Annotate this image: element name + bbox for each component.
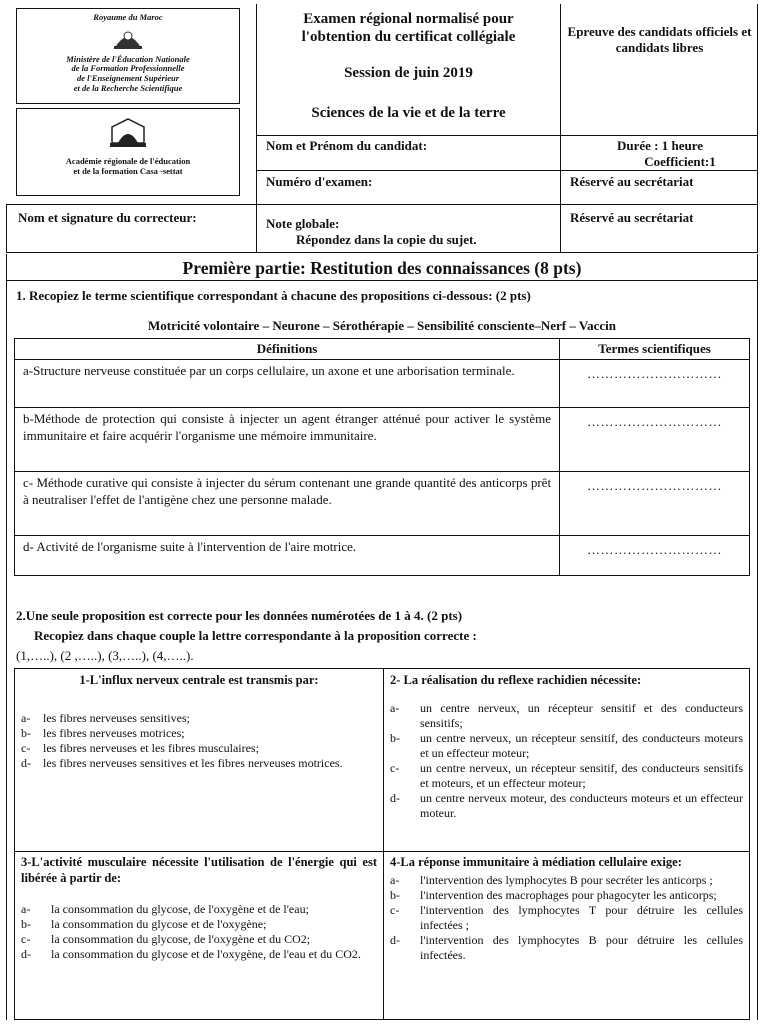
exam-page [6,4,758,1020]
terms-header: Termes scientifiques [560,339,750,360]
answer-blank-d[interactable]: ………………………… [560,536,750,576]
qcm-2-option-a[interactable]: a- un centre nerveux, un récepteur sensitif et des conducteurs sensitifs; [390,700,743,730]
ministry-line-4: et de la Recherche Scientifique [73,82,183,93]
secretariat-reserved-1: Réservé au secrétariat [570,174,694,189]
candidates-box [560,4,758,136]
table-row [15,408,750,472]
definition-c: c- Méthode curative qui consiste à injecter du sérum contenant une grande quantité des anticorps prêt à neutraliser l'effet de l'antigène chez une personne malade. [15,472,560,536]
global-grade-label: Note globale: [266,216,340,231]
qcm-1-option-a[interactable]: a- les fibres nerveuses sensitives; [21,710,190,725]
definition-a: a-Structure nerveuse constituée par un corps cellulaire, un axone et une arborisation terminale. [15,360,560,408]
question-2-instruction: Recopiez dans chaque couple la lettre correspondante à la proposition correcte : [34,628,477,643]
candidates-label: Epreuve des candidats officiels et candidats libres [567,24,752,56]
table-row [15,360,750,408]
table-row [15,472,750,536]
qcm-3-option-a[interactable]: a- la consommation du glycose, de l'oxygène et de l'eau; [21,902,309,917]
definitions-table [14,338,750,576]
academy-logo [16,108,240,196]
exam-title-line-2: l'obtention du certificat collégiale [301,29,516,45]
qcm-3-option-c[interactable]: c- la consommation du glycose, de l'oxygène et du CO2; [21,932,311,947]
qcm-4-options [390,873,743,963]
ministry-line-3: de l'Enseignement Supérieur [76,73,179,84]
qcm-2-options [390,701,743,821]
logo-column [6,4,256,204]
exam-header [6,4,758,254]
qcm-3-options [21,902,377,962]
definition-b: b-Méthode de protection qui consiste à injecter un agent étranger atténué pour activer le système immunitaire et faire acquérir l'organisme une mémoire immunitaire. [15,408,560,472]
kingdom-label: Royaume du Maroc [93,12,163,22]
qcm-3-option-d[interactable]: d- la consommation du glycose et de l'oxygène, de l'eau et du CO2. [21,947,361,962]
part-one-title: Première partie: Restitution des connaissances (8 pts) [182,258,582,278]
qcm-item-3 [14,851,384,1020]
qcm-item-1 [14,668,384,852]
qcm-4-option-a[interactable]: a- l'intervention des lymphocytes B pour secréter les anticorps ; [390,872,713,887]
secretariat-reserved-2: Réservé au secrétariat [570,210,694,225]
exam-number-field: Numéro d'examen: [266,174,373,189]
qcm-2-question: 2- La réalisation du reflexe rachidien nécessite: [390,673,642,687]
qcm-3-option-b[interactable]: b- la consommation du glycose et de l'oxygène; [21,917,267,932]
qcm-4-option-d[interactable]: d- l'intervention des lymphocytes B pour détruire les cellules infectées. [390,932,743,962]
qcm-4-question: 4-La réponse immunitaire à médiation cellulaire exige: [390,855,682,869]
academy-emblem-icon [104,113,152,151]
coefficient-label: Coefficient:1 [644,154,716,170]
corrector-field: Nom et signature du correcteur: [18,210,197,225]
answer-pairs[interactable]: (1,…..), (2 ,…..), (3,…..), (4,…..). [16,648,194,663]
qcm-4-option-b[interactable]: b- l'intervention des macrophages pour phagocyter les anticorps; [390,887,717,902]
qcm-1-option-b[interactable]: b- les fibres nerveuses motrices; [21,725,185,740]
duration-field [562,136,758,173]
global-grade-field [258,214,558,251]
answer-blank-c[interactable]: ………………………… [560,472,750,536]
question-2: 2.Une seule proposition est correcte pour les données numérotées de 1 à 4. (2 pts) [16,608,463,623]
qcm-item-4 [384,851,750,1020]
academy-line-1: Académie régionale de l'éducation [65,155,191,166]
definition-d: d- Activité de l'organisme suite à l'intervention de l'aire motrice. [15,536,560,576]
exam-title-box [256,4,560,136]
question-1: 1. Recopiez le terme scientifique correspondant à chacune des propositions ci-dessous: (2 pts) [16,288,531,303]
qcm-2-option-b[interactable]: b- un centre nerveux, un récepteur sensitif, des conducteurs moteurs et un effecteur moteur; [390,730,743,760]
ministry-logo [16,8,240,104]
answer-blank-b[interactable]: ………………………… [560,408,750,472]
subject-label: Sciences de la vie et de la terre [311,105,506,121]
qcm-1-option-c[interactable]: c- les fibres nerveuses et les fibres musculaires; [21,740,259,755]
ministry-line-2: de la Formation Professionnelle [71,63,185,74]
qcm-1-options [21,711,377,771]
qcm-2-option-c[interactable]: c- un centre nerveux, un récepteur sensitif, des conducteurs sensitifs et moteurs, et un effecteur moteur; [390,760,743,790]
terms-list: Motricité volontaire – Neurone – Sérothérapie – Sensibilité consciente–Nerf – Vaccin [148,318,616,333]
qcm-2-option-d[interactable]: d- un centre nerveux moteur, des conducteurs moteurs et un effecteur moteur. [390,790,743,820]
duration-label: Durée : 1 heure [616,138,704,153]
qcm-1-option-d[interactable]: d- les fibres nerveuses sensitives et les fibres nerveuses motrices. [21,755,343,770]
qcm-1-question: 1-L'influx nerveux centrale est transmis par: [79,673,319,687]
exam-title-line-1: Examen régional normalisé pour [303,11,514,27]
qcm-4-option-c[interactable]: c- l'intervention des lymphocytes T pour détruire les cellules infectées ; [390,902,743,932]
definitions-header: Définitions [15,339,560,360]
answer-blank-a[interactable]: ………………………… [560,360,750,408]
qcm-3-question: 3-L'activité musculaire nécessite l'utilisation de l'énergie qui est libérée à partir de: [21,855,377,885]
session-label: Session de juin 2019 [344,65,473,81]
table-row [15,536,750,576]
academy-line-2: et de la formation Casa -settat [73,166,183,177]
table-header-row [15,339,750,360]
candidate-name-field: Nom et Prénom du candidat: [266,138,428,153]
coat-of-arms-icon [110,26,146,50]
qcm-item-2 [384,668,750,852]
ministry-line-1: Ministère de l'Éducation Nationale [66,53,190,64]
answer-instruction: Répondez dans la copie du sujet. [296,232,477,248]
